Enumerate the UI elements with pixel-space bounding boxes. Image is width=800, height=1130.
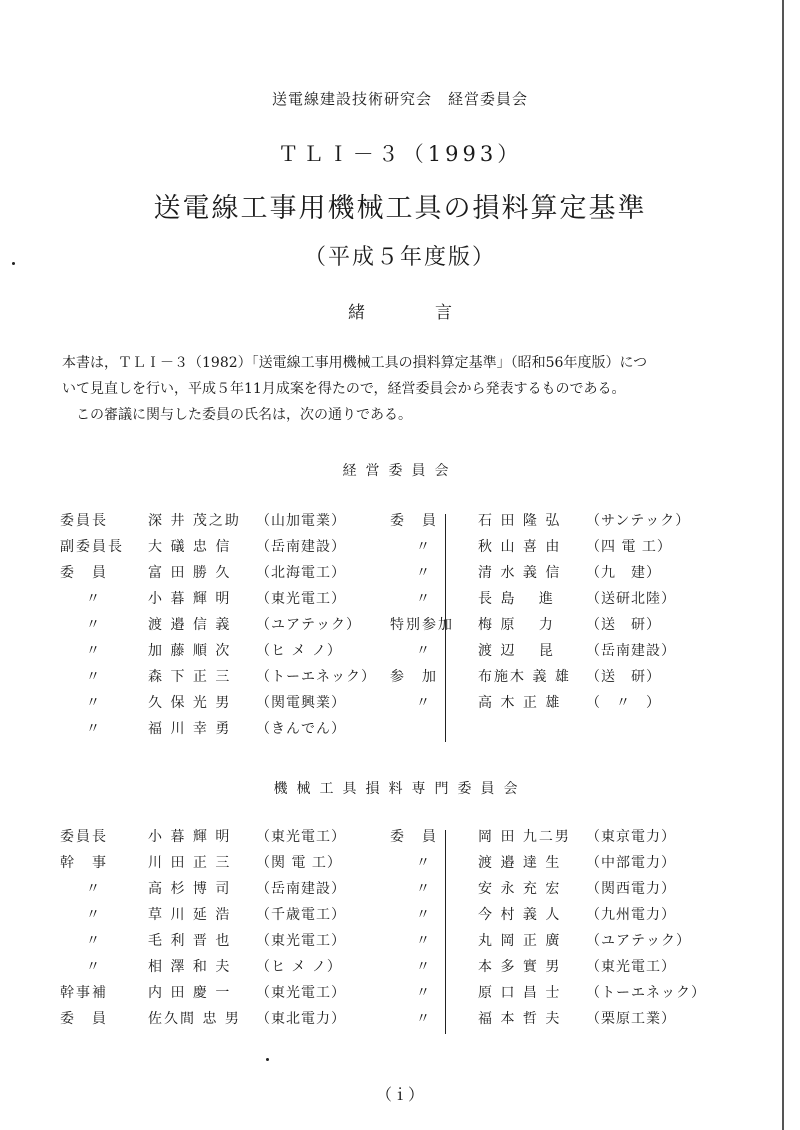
member-role: 〃 [86,695,102,711]
document-title: 送電線工事用機械工具の損料算定基準 [153,193,647,224]
member-row [390,510,700,536]
member-row [390,692,700,718]
member-affiliation: （岳南建設） [256,881,346,897]
member-name: 石 田 隆 弘 [478,513,562,529]
intro-paragraph [62,350,722,428]
member-affiliation: （ヒ メ ノ） [256,959,342,975]
member-row [390,956,700,982]
member-name: 加 藤 順 次 [148,643,232,659]
member-name: 安 永 充 宏 [478,881,562,897]
member-role: 〃 [416,539,432,555]
scan-edge-rule [782,0,784,1130]
member-affiliation: （ 〃 ） [586,695,661,711]
member-name: 富 田 勝 久 [148,565,232,581]
member-affiliation: （岳南建設） [586,643,676,659]
committee1-heading: 経営委員会 [342,463,458,479]
member-role: 参 加 [390,669,438,685]
member-name: 深 井 茂之助 [148,513,241,529]
member-role: 〃 [86,617,102,633]
member-role: 〃 [86,881,102,897]
member-row [60,536,370,562]
member-name: 福 本 哲 夫 [478,1011,562,1027]
member-name: 丸 岡 正 廣 [478,933,562,949]
member-role: 〃 [86,643,102,659]
member-affiliation: （北海電工） [256,565,346,581]
member-name: 川 田 正 三 [148,855,232,871]
member-name: 福 川 幸 勇 [148,721,232,737]
document-id: ＴＬＩ－３（1993） [277,142,523,166]
member-role: 委 員 [60,565,108,581]
committee1-roster [60,510,700,750]
page-number: （ｉ） [375,1085,424,1104]
member-name: 毛 利 晋 也 [148,933,232,949]
member-name: 小 暮 輝 明 [148,591,232,607]
member-affiliation: （東光電工） [256,985,346,1001]
member-name: 渡 邉 信 義 [148,617,232,633]
member-affiliation: （サンテック） [586,513,691,529]
edition-label: （平成５年度版） [303,245,496,270]
member-name: 渡 辺 昆 [478,643,555,659]
member-row [60,640,370,666]
member-role: 〃 [416,695,432,711]
member-affiliation: （送研北陸） [586,591,676,607]
member-row [60,878,370,904]
member-affiliation: （東光電工） [586,959,676,975]
member-affiliation: （東光電工） [256,829,346,845]
member-row [60,692,370,718]
committee2-heading: 機械工具損料専門委員会 [273,781,527,797]
member-affiliation: （九 建） [586,565,661,581]
member-name: 本 多 實 男 [478,959,562,975]
scan-speck [266,1058,269,1061]
member-name: 布施木 義 雄 [478,669,571,685]
member-role: 委 員 [390,513,438,529]
member-role: 〃 [86,907,102,923]
member-row [60,510,370,536]
member-role: 委 員 [390,829,438,845]
member-affiliation: （ユアテック） [586,933,691,949]
member-role: 〃 [86,669,102,685]
member-row [390,826,700,852]
member-role: 〃 [416,1011,432,1027]
member-affiliation: （送 研） [586,669,661,685]
member-affiliation: （岳南建設） [256,539,346,555]
member-name: 長 島 進 [478,591,555,607]
member-affiliation: （東北電力） [256,1011,346,1027]
member-role: 〃 [416,565,432,581]
member-row [60,588,370,614]
member-name: 久 保 光 男 [148,695,232,711]
member-affiliation: （トーエネック） [586,985,706,1001]
member-affiliation: （きんでん） [256,721,346,737]
member-affiliation: （中部電力） [586,855,676,871]
member-row [390,1008,700,1034]
member-row [60,562,370,588]
member-row [60,930,370,956]
member-role: 特別参加 [390,617,454,633]
intro-heading: 緒言 [348,303,522,323]
member-role: 委 員 [60,1011,108,1027]
member-role: 幹 事 [60,855,108,871]
member-name: 佐久間 忠 男 [148,1011,241,1027]
member-affiliation: （送 研） [586,617,661,633]
member-row [390,588,700,614]
member-role: 〃 [86,721,102,737]
member-row [60,852,370,878]
member-row [390,640,700,666]
member-role: 〃 [416,959,432,975]
member-name: 森 下 正 三 [148,669,232,685]
member-role: 〃 [416,855,432,871]
member-name: 渡 邉 達 生 [478,855,562,871]
member-name: 相 澤 和 夫 [148,959,232,975]
member-role: 副委員長 [60,539,124,555]
member-affiliation: （栗原工業） [586,1011,676,1027]
member-affiliation: （東光電工） [256,591,346,607]
member-role: 〃 [416,591,432,607]
member-role: 委員長 [60,829,108,845]
member-row [390,536,700,562]
member-role: 〃 [86,933,102,949]
member-name: 岡 田 九二男 [478,829,571,845]
member-name: 清 水 義 信 [478,565,562,581]
member-row [60,1008,370,1034]
member-affiliation: （山加電業） [256,513,346,529]
member-role: 〃 [86,959,102,975]
member-name: 秋 山 喜 由 [478,539,562,555]
member-row [60,904,370,930]
member-name: 梅 原 力 [478,617,555,633]
committee2-roster [60,826,706,1042]
member-affiliation: （関電興業） [256,695,346,711]
member-affiliation: （ユアテック） [256,617,361,633]
member-name: 草 川 延 浩 [148,907,232,923]
member-affiliation: （四 電 工） [586,539,672,555]
member-role: 〃 [416,881,432,897]
member-row [60,956,370,982]
member-role: 〃 [86,591,102,607]
member-role: 委員長 [60,513,108,529]
member-row [390,982,706,1008]
intro-line-1: 本書は，ＴＬＩ－３（1982）「送電線工事用機械工具の損料算定基準」（昭和56年度版）につ [62,355,648,371]
organization-line: 送電線建設技術研究会 経営委員会 [271,90,528,108]
member-row [60,614,370,640]
member-role: 幹事補 [60,985,108,1001]
member-role: 〃 [416,933,432,949]
member-role: 〃 [416,985,432,1001]
member-name: 原 口 昌 士 [478,985,562,1001]
member-row [390,930,700,956]
scan-speck [12,262,15,265]
intro-line-2: いて見直しを行い，平成５年11月成案を得たので，経営委員会から発表するものである。 [62,381,626,397]
member-role: 〃 [416,907,432,923]
intro-line-3: この審議に関与した委員の氏名は，次の通りである。 [76,407,412,423]
member-row [390,666,700,692]
member-row [60,718,370,744]
member-affiliation: （東京電力） [586,829,676,845]
member-name: 小 暮 輝 明 [148,829,232,845]
member-row [390,562,700,588]
member-row [390,878,700,904]
member-name: 今 村 義 人 [478,907,562,923]
member-name: 大 礒 忠 信 [148,539,232,555]
member-affiliation: （東光電工） [256,933,346,949]
member-affiliation: （関西電力） [586,881,676,897]
member-row [60,826,370,852]
member-affiliation: （千歳電工） [256,907,346,923]
member-row [390,904,700,930]
member-row [390,852,700,878]
member-affiliation: （トーエネック） [256,669,376,685]
member-role: 〃 [416,643,432,659]
member-row [60,982,370,1008]
member-affiliation: （九州電力） [586,907,676,923]
member-name: 高 木 正 雄 [478,695,562,711]
member-row [60,666,376,692]
member-row [390,614,700,640]
member-name: 高 杉 博 司 [148,881,232,897]
member-affiliation: （関 電 工） [256,855,342,871]
member-name: 内 田 慶 一 [148,985,232,1001]
member-affiliation: （ヒ メ ノ） [256,643,342,659]
